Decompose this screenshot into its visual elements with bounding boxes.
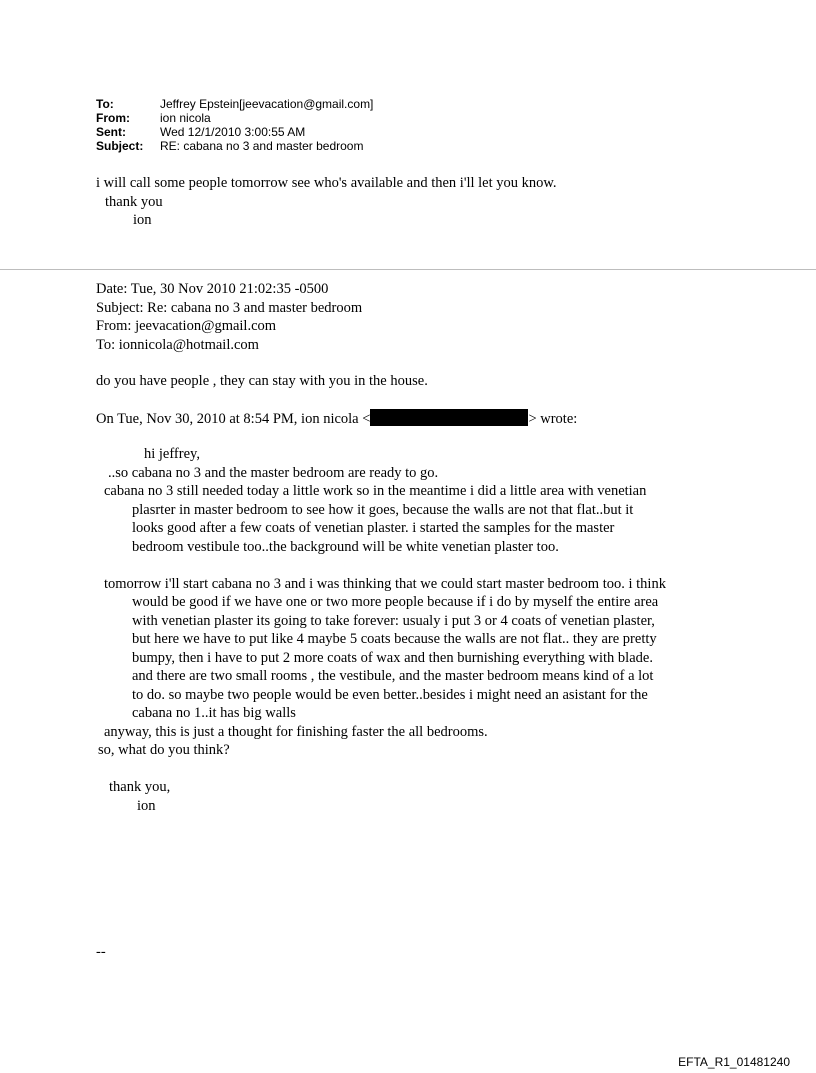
blank-line [96, 556, 666, 575]
quoted-header [96, 280, 362, 354]
reply-body [96, 174, 557, 230]
quoted-subject: Subject: Re: cabana no 3 and master bedroom [96, 299, 363, 316]
quoted-to: To: ionnicola@hotmail.com [96, 336, 259, 353]
separator-rule [0, 269, 816, 270]
subject-value: RE: cabana no 3 and master bedroom [160, 139, 364, 153]
from-value: ion nicola [160, 111, 211, 125]
to-value: Jeffrey Epstein[jeevacation@gmail.com] [160, 97, 374, 111]
attribution-post: > wrote: [528, 411, 578, 427]
email-header [96, 97, 373, 153]
quoted-attribution [96, 409, 577, 429]
signature-name: ion [137, 797, 156, 814]
from-row [96, 111, 373, 125]
sent-row [96, 125, 373, 139]
quoted-body: do you have people , they can stay with you in the house. [96, 373, 428, 389]
signature-separator: -- [96, 944, 106, 960]
reply-thanks: thank you [105, 193, 163, 210]
to-label: To: [96, 97, 114, 111]
paragraph-3: tomorrow i'll start cabana no 3 and i was thinking that we could start master bedroom too. i think would be good if we have one or two more people because if i do by myself the entire area with venetian plaster its going to take forever: usualy i put 3 or 4 coats of venetian plaster, but here we have to put like 4 maybe 5 coats because the walls are not flat.. they are pretty bumpy, then i have to put 2 more coats of wax and then burnishing everything with blade. and there are two small rooms , the vestibule, and the master bedroom means kind of a lot to do. so maybe two people would be even better..besides i might need an asistant for the cabana no 1..it has big walls [104, 575, 666, 721]
reply-signature: ion [133, 212, 152, 228]
from-label: From: [96, 111, 130, 125]
redaction-box [370, 409, 528, 426]
greeting: hi jeffrey, [144, 446, 200, 462]
blank-line [96, 760, 666, 779]
signoff: thank you, [109, 779, 171, 795]
sent-label: Sent: [96, 125, 126, 139]
paragraph-4: anyway, this is just a thought for finishing faster the all bedrooms. [104, 723, 488, 740]
paragraph-2: cabana no 3 still needed today a little work so in the meantime i did a little area with venetian plasrter in master bedroom to see how it goes, because the walls are not that flat..but it looks good after a few coats of venetian plaster. i started the samples for the master bedroom vestibule too..the background will be white venetian plaster too. [104, 483, 647, 555]
sent-value: Wed 12/1/2010 3:00:55 AM [160, 125, 306, 139]
reply-line: i will call some people tomorrow see who's available and then i'll let you know. [96, 175, 557, 191]
paragraph-1: ..so cabana no 3 and the master bedroom are ready to go. [108, 464, 439, 481]
document-id: EFTA_R1_01481240 [678, 1055, 790, 1069]
to-row [96, 97, 373, 111]
quoted-date: Date: Tue, 30 Nov 2010 21:02:35 -0500 [96, 281, 329, 297]
quoted-from: From: jeevacation@gmail.com [96, 318, 277, 334]
original-message [96, 445, 666, 815]
paragraph-5: so, what do you think? [98, 742, 230, 758]
subject-label: Subject: [96, 139, 144, 153]
subject-row [96, 139, 373, 153]
attribution-pre: On Tue, Nov 30, 2010 at 8:54 PM, ion nicola < [96, 411, 371, 427]
